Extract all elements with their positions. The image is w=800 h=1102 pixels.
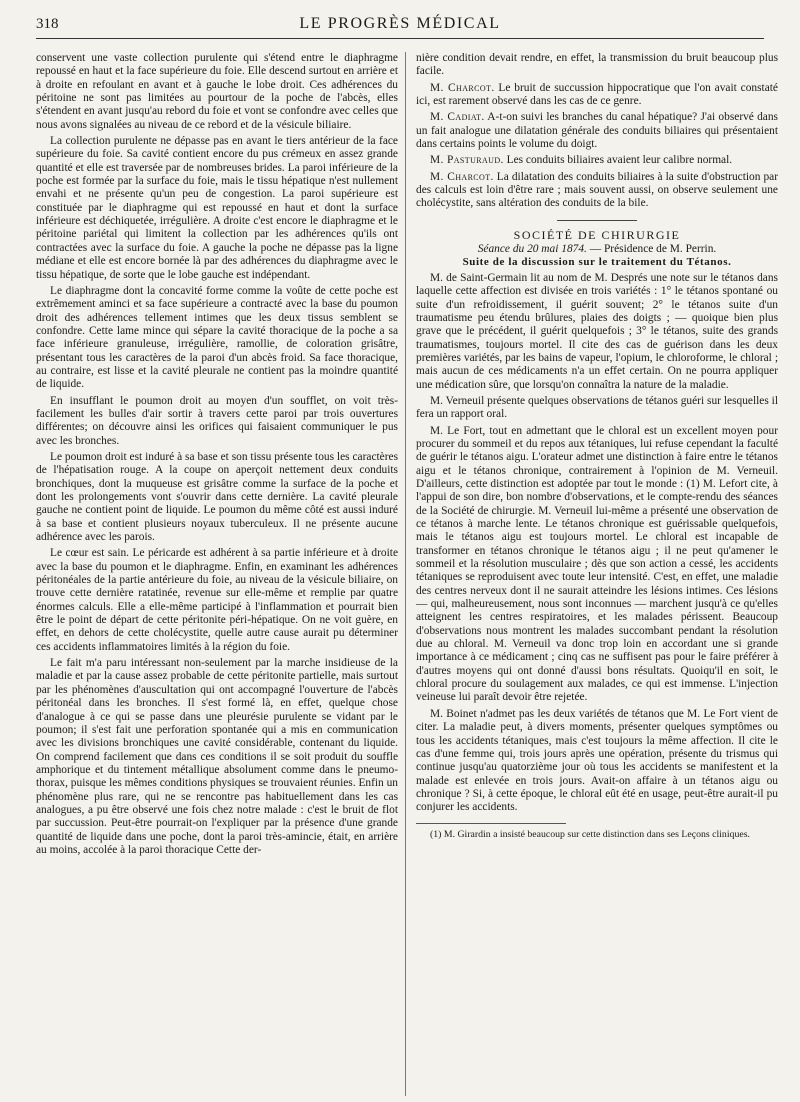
speaker-name: M. Charcot.: [430, 81, 495, 94]
session-president: — Présidence de M. Perrin.: [586, 243, 717, 256]
discussion-entry: [416, 111, 778, 151]
paragraph: En insufflant le poumon droit au moyen d'un soufflet, on voit très-facilement les bulles d'air sortir à travers cette paroi par trois ouvertures différentes; on découvre ainsi les orifices qui faisaient communiquer le pus avec les bronches.: [36, 394, 398, 447]
column-divider: [405, 52, 406, 1096]
paragraph: Le fait m'a paru intéressant non-seulement par la marche insidieuse de la maladie et par la cause assez probable de cette péritonite partielle, mais surtout par les phénomènes d'auscultation qui ont accompagné l'ouverture de l'abcès péritonéal dans les bronches. Il s'est formé là, en effet, quelque chose d'analogue à ce qui se passe dans une pleurésie purulente se vidant par le poumon; il s'est fait une perforation spontanée qui a mis en communication avec les divisions bronchiques une cavité considérable, contenant du liquide. On comprend facilement que dans ces conditions il se soit produit du souffle amphorique et du tintement métallique absolument comme dans le pneumo-thorax, puisque les mêmes conditions physiques se trouvaient réunies. Enfin un phénomène plus rare, qui ne se rencontre pas habituellement dans les cas analogues, a pu être observé une fois chez notre malade : c'est le bruit de flot par succussion. Peut-être pourrait-on l'expliquer par la présence d'une grande quantité de liquide dans une poche, dont la paroi très-amincie, était, en arrière au moins, accolée à la paroi thoracique Cette der-: [36, 657, 398, 856]
paragraph: M. de Saint-Germain lit au nom de M. Després une note sur le tétanos dans laquelle cette affection est divisée en trois variétés : 1° le tétanos spontané ou suite d'un refroidissement, il guérit souvent; 2° le tétanos suite d'un traumatisme peu étendu brûlures, plaies des doigts ; — quoique bien plus grave que le précédent, il guérit quelquefois ; 3° le tétanos, suite des grands traumatismes, toujours mortel. Il cite des cas de guérison dans les deux premières variétés, par les bains de vapeur, l'opium, le chloroforme, le chloral ; mais aucun de ces médicaments n'a un effet certain. On ne pourra appliquer une médication sûre, que lorsqu'on connaîtra la nature de la maladie.: [416, 271, 778, 391]
speaker-name: M. Charcot.: [430, 170, 494, 183]
session-subtitle: Suite de la discussion sur le traitement du Tétanos.: [462, 256, 732, 269]
paragraph: M. Le Fort, tout en admettant que le chloral est un excellent moyen pour procurer du sommeil et du repos aux tétaniques, lui refuse cependant la faculté de guérir le tétanos aigu. L'orateur admet une distinction à faire entre le tétanos aigu et le tétanos chronique, contrairement à l'opinion de M. Verneuil. D'ailleurs, cette distinction est adoptée par tout le monde : (1) M. Lefort cite, à l'appui de son dire, bon nombre d'observations, et le compte-rendu des séances de la Société de chirurgie. M. Verneuil lui-même a présenté une observation de ce tétanos à marche lente. Le tétanos chronique est guérissable quelquefois, mais le tétanos aigu est toujours mortel. Le chloral est incapable de transformer en tétanos chronique le tétanos aigu ; il ne peut qu'amener le sommeil et la résolution musculaire ; dès que son action a cessé, les accidents tétaniques se reproduisent avec toute leur intensité. C'est, en effet, une maladie des centres nerveux dont il ne saurait atteindre les lésions intimes. Ces lésions — qui, malheureusement, nous sont inconnues — marchent jusqu'à ce qu'elles atteignent les centres respiratoires, et les malades périssent. Beaucoup d'observations nous montrent les malades succombant pendant la résolution due au chloral. M. Verneuil va donc trop loin en accordant une si grande importance à ce médicament ; cinq cas ne suffisent pas pour le faire préférer à d'autres moyens qui ont donné d'aussi bons résultats. Quoiqu'il en soit, le chloral procure du soulagement aux malades, ce qui est immense. L'injection veineuse lui paraît devoir être rejetée.: [416, 424, 778, 704]
speaker-remark: La dilatation des conduits biliaires à la suite d'obstruction par des calculs est loin d'être rare ; mais souvent aussi, on observe seulement une cholécystite, sans altération des conduits de la bile.: [416, 170, 779, 210]
paragraph: Le diaphragme dont la concavité forme comme la voûte de cette poche est extrêmement aminci et sa face supérieure a contracté avec la base du poumon droit des adhérences tellement intimes que les deux tissus semblent se confondre. Cette lame mince qui sépare la cavité thoracique de la poche a sa face inférieure granuleuse, irrégulière, ramollie, de coloration grisâtre, présentant tous les caractères de la paroi d'un abcès froid. Sa face thoracique, au contraire, est lisse et la cavité pleurale ne contient pas la moindre quantité de liquide.: [36, 284, 398, 391]
section-separator: [557, 220, 637, 221]
speaker-remark: Le bruit de succussion hippocratique que l'on avait constaté ici, est rarement observé dans les cas de ce genre.: [416, 81, 778, 108]
discussion-entry: [416, 154, 778, 167]
paragraph: Le poumon droit est induré à sa base et son tissu présente tous les caractères de l'hépatisation rouge. A la coupe on aperçoit nettement deux conduits bronchiques, dont la muqueuse est grisâtre comme la surface de la poche et dont les prolongements vont s'ouvrir dans cette dernière. La cavité pleurale gauche ne contient point de liquide. Le poumon du même côté est aussi induré à sa base et contient plusieurs noyaux tuberculeux. Il ne présente aucune adhérence avec les parois.: [36, 450, 398, 544]
discussion-entry: [416, 171, 778, 211]
speaker-remark: Les conduits biliaires avaient leur calibre normal.: [503, 154, 733, 167]
page-number: 318: [36, 16, 59, 32]
paragraph: nière condition devait rendre, en effet, la transmission du bruit beaucoup plus facile.: [416, 52, 778, 78]
paragraph: conservent une vaste collection purulente qui s'étend entre le diaphragme repoussé en haut et la face supérieure du foie. Elle descend surtout en arrière et à droite en refoulant en avant et à gauche le lobe droit. Ces adhérences du péritoine ne sont pas limitées au pourtour de la poche de l'abcès, elles s'étendent en avant jusqu'au rebord du foie et vont se confondre avec celles que nous avons signalées au niveau de ce rebord et de la vésicule biliaire.: [36, 52, 398, 131]
session-line: [416, 243, 778, 256]
paragraph: M. Boinet n'admet pas les deux variétés de tétanos que M. Le Fort vient de citer. La maladie peut, à divers moments, présenter quelques symptômes ou tous les accidents tétaniques, mais c'est toujours la même affection. Il cite le cas d'une femme qui, trois jours après une opération, présente du trismus qui continue jusqu'au quatorzième jour où tous les accidents se manifestent et la malade est enlevée en trois jours. Avait-on affaire à un tétanos aigu ou chronique ? Si, à cette époque, le chloral eût été en usage, peut-être aurait-il pu conjurer les accidents.: [416, 707, 778, 814]
paragraph: M. Verneuil présente quelques observations de tétanos guéri sur lesquelles il fera un rapport oral.: [416, 394, 778, 421]
section-title: SOCIÉTÉ DE CHIRURGIE: [513, 227, 681, 242]
speaker-name: M. Pasturaud.: [430, 154, 504, 167]
running-header: [36, 14, 764, 39]
session-date: Séance du 20 mai 1874.: [477, 243, 587, 256]
left-column: [36, 52, 398, 860]
footnote-rule: [416, 823, 566, 824]
journal-title: LE PROGRÈS MÉDICAL: [299, 15, 501, 32]
paragraph: Le cœur est sain. Le péricarde est adhérent à sa partie inférieure et à droite avec la base du poumon et le diaphragme. Enfin, en examinant les adhérences péritonéales de la partie antérieure du foie, au niveau de la vésicule biliaire, on trouve cette dernière ratatinée, revenue sur elle-même et remplie par quatre énormes calculs. Elle a elle-même participé à l'inflammation et pourrait bien être le point de départ de cette péritonite péri-hépatique. On ne voit guère, en effet, en dehors de cette cholécystite, quelle autre cause aurait pu déterminer ces accidents inflammatoires limités à la région du foie.: [36, 547, 398, 653]
footnote: (1) M. Girardin a insisté beaucoup sur cette distinction dans ses Leçons cliniques.: [430, 828, 750, 840]
paragraph: La collection purulente ne dépasse pas en avant le tiers antérieur de la face supérieure du foie. Sa cavité contient encore du pus crémeux en assez grande quantité et elle est traversée par de nombreuses brides. La paroi inférieure de la poche est formée par la surface du foie, mais le tissu hépatique n'est nullement envahi et ne présente qu'un peu de congestion. La paroi supérieure est constituée par le diaphragme qui est repoussé en haut et dont la surface inférieure est déchiquetée, irrégulière. A droite c'est encore le diaphragme et le péritoine pariétal qui limitent la collection par les adhérences qu'ils ont contractées avec la surface du foie. A gauche la poche ne dépasse pas la ligne médiane et elle est encore bornée là par des adhérences du diaphragme avec le tissu hépatique, de sorte que le lobe gauche est indépendant.: [36, 135, 398, 281]
speaker-remark: A-t-on suivi les branches du canal hépatique? J'ai observé dans un fait analogue une dilatation générale des conduits biliaires qui présentaient dans certains points le volume du doigt.: [416, 111, 778, 151]
right-column: [416, 52, 778, 843]
speaker-name: M. Cadiat.: [430, 111, 485, 124]
discussion-entry: [416, 82, 778, 109]
